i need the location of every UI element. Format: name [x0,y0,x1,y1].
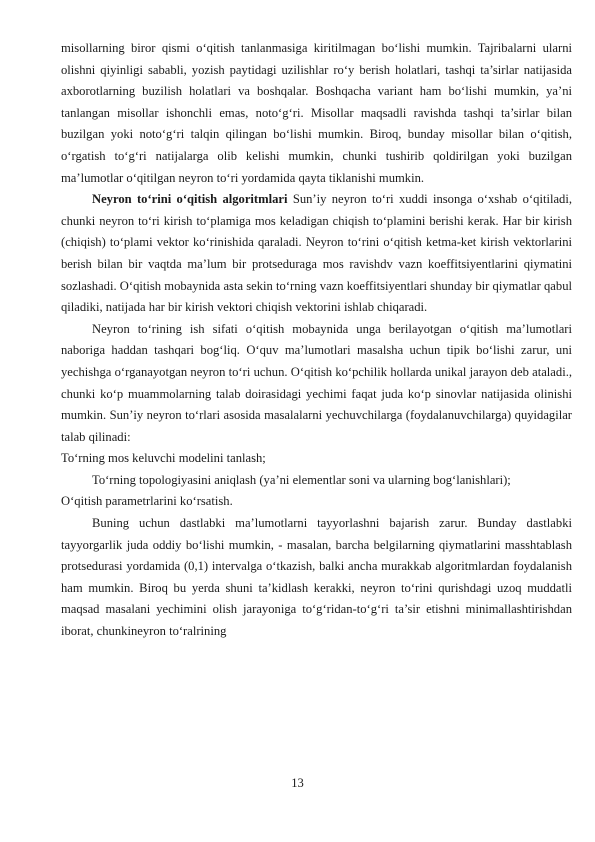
paragraph-text: To‘rning topologiyasini aniqlash (ya’ni elementlar soni va ularning bog‘lanishlari); [92,472,511,487]
paragraph-text: Neyron to‘rining ish sifati o‘qitish mobaynida unga berilayotgan o‘qitish ma’lumotlari naboriga haddan tashqari bog‘liq. O‘quv ma’lumotlari masalsha uchun tipik bo‘lishi zarur, uni yechishga o‘rganayotgan neyron to‘ri uchun. O‘qitish ko‘pchilik hollarda unikal jarayon deb ataladi., chunki ko‘p muammolarning talab doirasidagi yechimi faqat juda ko‘p sinovlar natijasida olinishi mumkin. Sun’iy neyron to‘rlari asosida masalalarni yechuvchilarga (foydalanuvchilarga) quyidagilar talab qilinadi: [61,321,572,444]
list-line-2 [61,470,572,492]
paragraph-text: O‘qitish parametrlarini ko‘rsatish. [61,494,233,509]
paragraph-2 [61,189,572,319]
paragraph-3 [61,319,572,449]
body-text [61,38,572,643]
page-number: 13 [291,776,304,790]
paragraph-text: misollarning biror qismi o‘qitish tanlanmasiga kiritilmagan bo‘lishi mumkin. Tajribalarni ularni olishni qiyinligi sababli, yozish paytidagi uzilishlar ro‘y berish holatlari, tashqi ta’sirlar natijasida axborotlarning buzilish holatlari va boshqalar. Boshqacha variant ham bo‘lishi mumkin, ya’ni tanlangan misollar ishonchli emas, noto‘g‘ri. Misollar maqsadli ravishda tashqi ta’sirlar bilan buzilgan yoki noto‘g‘ri talqin qilingan bo‘lishi mumkin. Biroq, bunday misollar bilan o‘qitish, o‘rgatish to‘g‘ri natijalarga olib kelishi mumkin, chunki tushirib qoldirilgan yoki buzilgan ma’lumotlar o‘qitilgan neyron to‘ri yordamida qayta tiklanishi mumkin. [61,41,572,185]
paragraph-text: To‘rning mos keluvchi modelini tanlash; [61,451,266,466]
paragraph-1 [61,38,572,189]
paragraph-text: Buning uchun dastlabki ma’lumotlarni tayyorlashni bajarish zarur. Bunday dastlabki tayyorgarlik juda oddiy bo‘lishi mumkin, - masalan, barcha belgilarning qiymatlarini masshtablash protsedurasi yordamida (0,1) intervalga o‘tkazish, balki ancha murakkab algoritmlardan foydalanish ham mumkin. Biroq bu yerda shuni ta’kidlash kerakki, neyron to‘rini qurishdagi uzoq muddatli maqsad masalani yechimini olish jarayoniga to‘g‘ridan-to‘g‘ri ta’sir etishni minimallashtirishdan iborat, chunkineyron to‘ralrining [61,516,572,639]
section-heading-inline: Neyron to‘rini o‘qitish algoritmlari [92,192,288,207]
list-line-1 [61,448,572,470]
paragraph-text: Sun’iy neyron to‘ri xuddi insonga o‘xshab o‘qitiladi, chunki neyron to‘ri kirish to‘plamiga mos keladigan chiqish to‘plamini berishi kerak. Har bir kirish (chiqish) to‘plami vektor ko‘rinishida qaraladi. Neyron to‘rini o‘qitish ketma-ket kirish vektorlarini berish bilan bir vaqtda ma’lum bir protseduraga mos ravishdv vazn koeffitsiyentlarini qiymatini sozlashadi. O‘qitish mobaynida asta sekin to‘rning vazn koeffitsiyentlari shunday bir qiymatlar qabul qiladiki, natijada har bir kirish vektori chiqish vektorini ishlab chiqaradi. [61,192,572,315]
list-line-3 [61,491,572,513]
paragraph-4 [61,513,572,643]
